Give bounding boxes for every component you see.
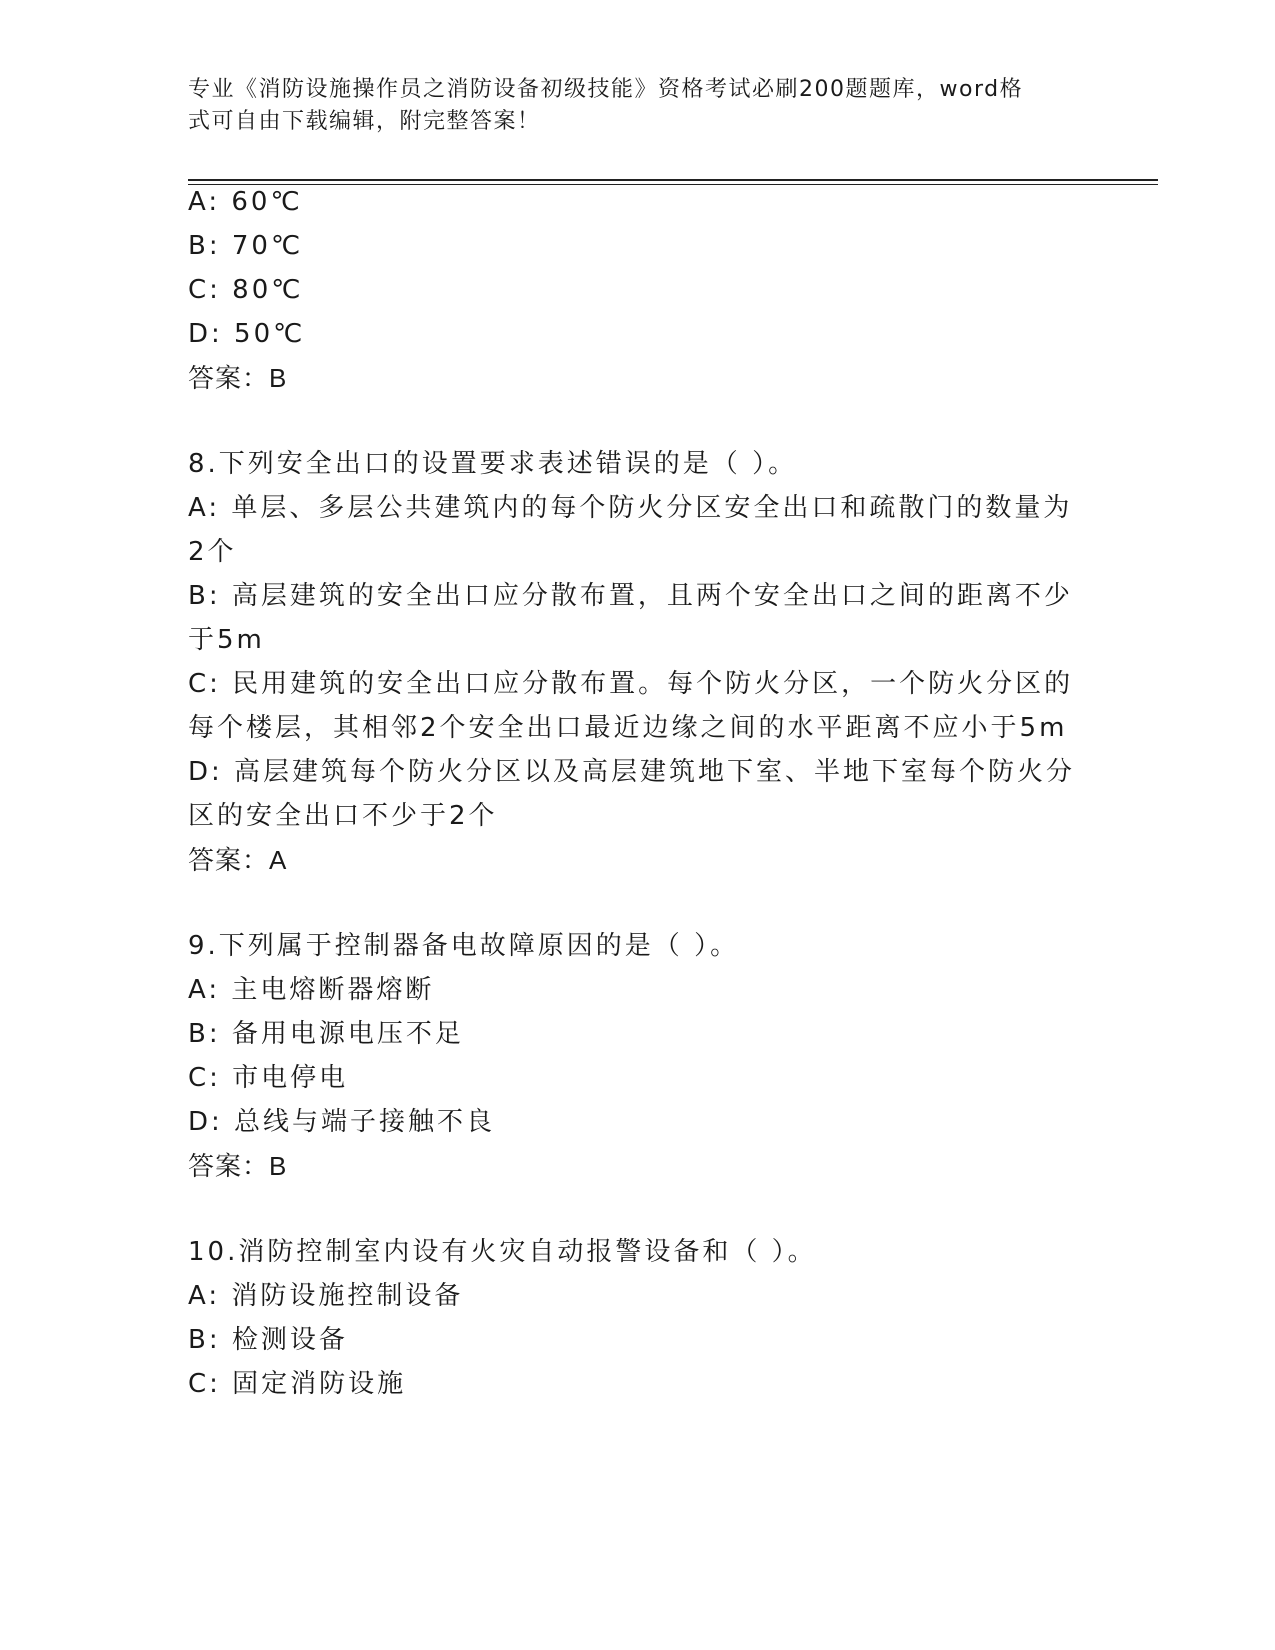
q9-answer: 答案：B bbox=[188, 1151, 288, 1181]
q8-option-d-line-1: D: 高层建筑每个防火分区以及高层建筑地下室、半地下室每个防火分 bbox=[188, 757, 1076, 787]
header-divider-thick bbox=[188, 179, 1158, 181]
q10-option-a: A: 消防设施控制设备 bbox=[188, 1281, 464, 1311]
q8-option-a-line-1: A: 单层、多层公共建筑内的每个防火分区安全出口和疏散门的数量为 bbox=[188, 493, 1073, 523]
q9-question: 9.下列属于控制器备电故障原因的是（ ）。 bbox=[188, 931, 740, 961]
q7-option-a: A: 60℃ bbox=[188, 187, 303, 217]
q9-option-b: B: 备用电源电压不足 bbox=[188, 1019, 464, 1049]
q8-option-b-line-1: B: 高层建筑的安全出口应分散布置，且两个安全出口之间的距离不少 bbox=[188, 581, 1073, 611]
q9-option-a: A: 主电熔断器熔断 bbox=[188, 975, 435, 1005]
q9-option-d: D: 总线与端子接触不良 bbox=[188, 1107, 496, 1137]
q8-option-b-line-2: 于5m bbox=[188, 625, 265, 655]
q10-question: 10.消防控制室内设有火灾自动报警设备和（ ）。 bbox=[188, 1237, 817, 1267]
q9-option-c: C: 市电停电 bbox=[188, 1063, 349, 1093]
header-line-1: 专业《消防设施操作员之消防设备初级技能》资格考试必刷200题题库，word格 bbox=[188, 77, 1024, 102]
q7-option-d: D: 50℃ bbox=[188, 319, 306, 349]
q7-answer: 答案：B bbox=[188, 363, 288, 393]
q10-option-c: C: 固定消防设施 bbox=[188, 1369, 407, 1399]
document-header bbox=[188, 74, 1068, 138]
q7-option-b: B: 70℃ bbox=[188, 231, 304, 261]
q8-option-d-line-2: 区的安全出口不少于2个 bbox=[188, 801, 498, 831]
q10-option-b: B: 检测设备 bbox=[188, 1325, 348, 1355]
q8-answer: 答案：A bbox=[188, 845, 288, 875]
q8-option-a-line-2: 2个 bbox=[188, 537, 237, 567]
q8-option-c-line-2: 每个楼层，其相邻2个安全出口最近边缘之间的水平距离不应小于5m bbox=[188, 713, 1068, 743]
q7-option-c: C: 80℃ bbox=[188, 275, 304, 305]
header-line-2: 式可自由下载编辑，附完整答案！ bbox=[188, 109, 541, 134]
q8-question: 8.下列安全出口的设置要求表述错误的是（ ）。 bbox=[188, 449, 798, 479]
q8-option-c-line-1: C: 民用建筑的安全出口应分散布置。每个防火分区，一个防火分区的 bbox=[188, 669, 1074, 699]
